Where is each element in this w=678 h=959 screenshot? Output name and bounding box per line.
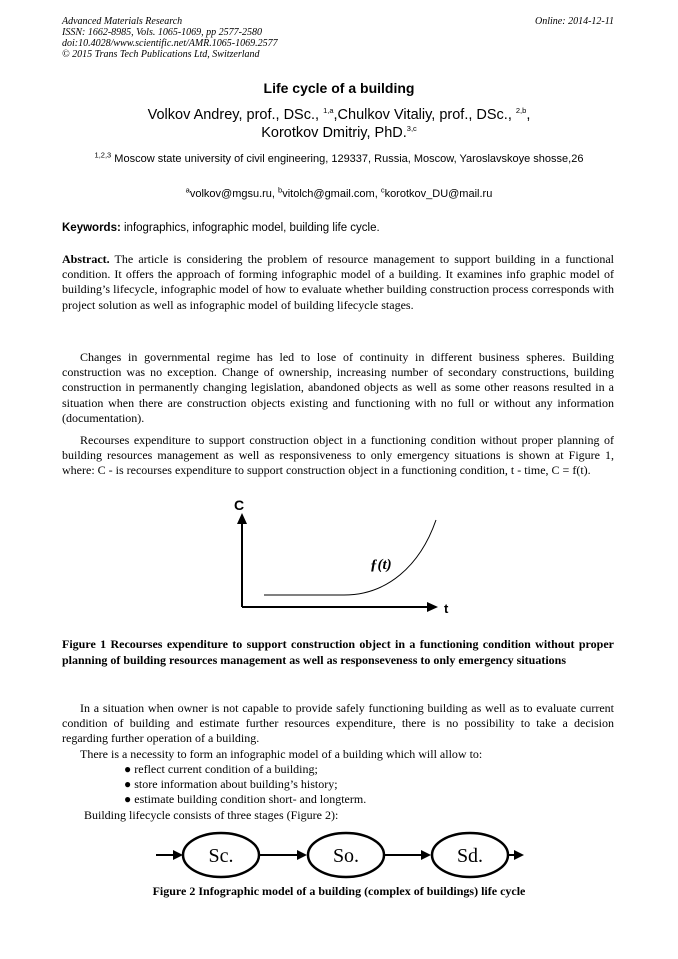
figure-1-graph <box>222 494 454 620</box>
author-1-sup: 1,a <box>323 106 334 116</box>
flow-arrowhead-in <box>173 850 183 860</box>
body-paragraph-3: In a situation when owner is not capable to provide safely functioning building as well as to evaluate current condition of building and estimate further resources expenditure, there is no possibility to take a decision regarding further operation of a building. <box>62 701 614 746</box>
author-1: Volkov Andrey, prof., DSc., <box>147 107 324 123</box>
stage-sc-label: Sc. <box>208 845 234 867</box>
flow-arrowhead-1 <box>297 850 307 860</box>
y-axis-arrow <box>237 513 247 524</box>
email-b-sup: b <box>278 185 283 195</box>
list-item: ● store information about building’s history; <box>124 777 338 792</box>
email-b: vitolch@gmail.com, <box>282 188 381 200</box>
figure-2-caption: Figure 2 Infographic model of a building (complex of buildings) life cycle <box>152 884 526 898</box>
abstract-label: Abstract. <box>62 252 110 266</box>
affiliation <box>80 152 598 166</box>
x-axis-label: t <box>444 601 449 616</box>
keywords-label: Keywords: <box>62 222 121 234</box>
email-a-sup: a <box>185 185 190 195</box>
affiliation-text: Moscow state university of civil engineering, 129337, Russia, Moscow, Yaroslavskoye shosse,26 <box>111 153 584 165</box>
email-c: korotkov_DU@mail.ru <box>384 188 493 200</box>
x-axis-arrow <box>427 602 438 612</box>
author-2: ,Chulkov Vitaliy, prof., DSc., <box>333 107 516 123</box>
body-paragraph-2: Recourses expenditure to support construction object in a functioning condition without proper planning of building resources management as well as responsiveness to only emergency situations is shown at Figure 1, where: C - is recourses expenditure to support construction object in a functioning condition, t - time, C = f(t). <box>62 433 614 478</box>
y-axis-label: C <box>234 497 245 513</box>
doi-line: doi:10.4028/www.scientific.net/AMR.1065-1069.2577 <box>62 38 278 49</box>
affiliation-sup: 1,2,3 <box>94 150 112 160</box>
flow-arrowhead-2 <box>421 850 431 860</box>
bullet-list <box>124 762 366 808</box>
body-paragraph-1: Changes in governmental regime has led to lose of continuity in different business spheres. Building construction was no exception. Change of ownership, increasing number of secondary constructions, building construction in permanently changing legislation, abandoned objects as well as some other reasons resulted in a situation when there are construction objects existing and functioning with no full or without any information (documentation). <box>62 350 614 425</box>
body-paragraph-5: Building lifecycle consists of three stages (Figure 2): <box>84 808 339 822</box>
curve-label: ƒ(t) <box>370 557 392 573</box>
journal-header <box>62 16 278 60</box>
figure-2-diagram <box>152 829 528 881</box>
email-list <box>0 185 678 200</box>
list-item: ● reflect current condition of a building; <box>124 762 318 776</box>
expenditure-curve <box>264 520 436 595</box>
paper-title: Life cycle of a building <box>263 80 415 96</box>
figure-1-caption: Figure 1 Recourses expenditure to support construction object in a functioning condition without proper planning of building resources management as well as responseveness to only emergency situations <box>62 637 614 667</box>
abstract <box>62 252 614 313</box>
stage-so-label: So. <box>332 845 360 867</box>
keywords <box>62 222 614 234</box>
online-date: Online: 2014-12-11 <box>535 16 614 27</box>
issn-line: ISSN: 1662-8985, Vols. 1065-1069, pp 2577-2580 <box>62 27 262 38</box>
copyright-line: © 2015 Trans Tech Publications Ltd, Switzerland <box>62 49 260 60</box>
author-3: Korotkov Dmitriy, PhD. <box>261 125 407 141</box>
stage-sd-label: Sd. <box>456 845 484 867</box>
author-3-sup: 3,c <box>406 124 417 134</box>
keywords-text: infographics, infographic model, building life cycle. <box>120 222 380 234</box>
email-a: volkov@mgsu.ru, <box>189 188 279 200</box>
author-2-sup: 2,b <box>515 106 527 116</box>
list-item: ● estimate building condition short- and longterm. <box>124 792 367 807</box>
author-list <box>110 106 568 142</box>
body-paragraph-4: There is a necessity to form an infographic model of a building which will allow to: <box>80 747 483 761</box>
flow-arrowhead-out <box>514 850 524 860</box>
email-c-sup: c <box>380 185 385 195</box>
abstract-text: The article is considering the problem of resource management to support building in a functional condition. It offers the approach of forming infographic model of a building. It examines info graphic model of building’s lifecycle, infographic model of how to evaluate whether building construction process corresponds with project solution as well as infographic model of building lifecycle stages. <box>62 252 614 312</box>
author-2-tail: , <box>526 107 531 123</box>
journal-name: Advanced Materials Research <box>62 16 183 27</box>
